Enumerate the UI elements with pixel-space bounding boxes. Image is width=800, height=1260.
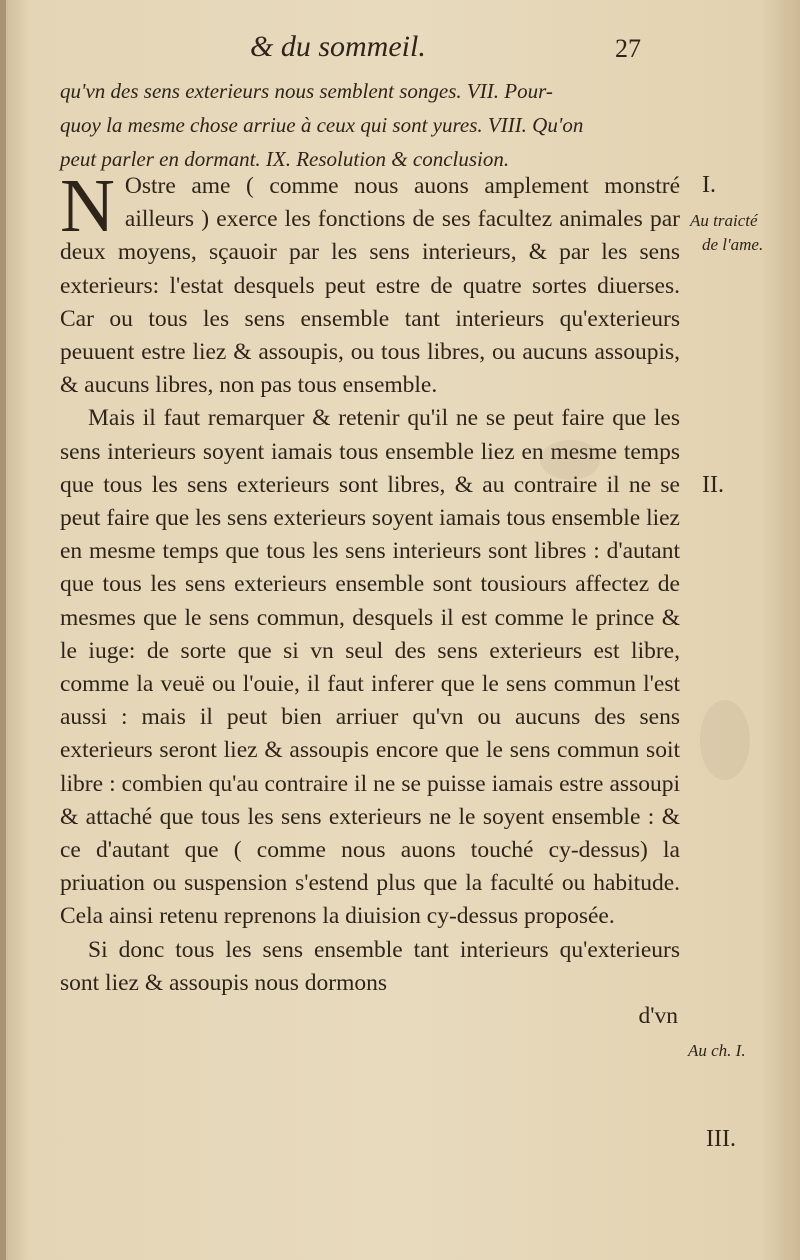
- catchword: d'vn: [638, 1003, 678, 1030]
- margin-note: Au ch. I.: [688, 1041, 746, 1060]
- catchword-line: [60, 1000, 680, 1033]
- summary-line: quoy la mesme chose arriue à ceux qui sont yures. VIII. Qu'on: [60, 113, 584, 137]
- paragraph-text: Ostre ame ( comme nous auons amplement monstré ailleurs ) exerce les fonctions de ses facultez animales par deux moyens, sçauoir par les sens interieurs, & par les sens exterieurs: l'estat desquels peut estre de quatre sortes diuerses. Car ou tous les sens ensemble tant interieurs qu'exterieurs peuuent estre liez & assoupis, ou tous libres, ou aucuns assoupis, & aucuns libres, non pas tous ensemble.: [60, 173, 680, 399]
- chapter-summary: [60, 74, 700, 176]
- paragraph-1: [60, 164, 680, 402]
- margin-note: Au traicté: [690, 211, 758, 230]
- margin-note: de l'ame.: [702, 235, 764, 254]
- running-title: & du sommeil.: [250, 30, 426, 63]
- margin-number: III.: [706, 1126, 736, 1152]
- page-number: 27: [615, 34, 641, 63]
- margin-number: I.: [702, 172, 716, 198]
- page-header: [250, 30, 670, 70]
- paragraph-text: Mais il faut remarquer & retenir qu'il ne se peut faire que les sens interieurs soyent iamais tous ensemble liez en mesme temps que tous les sens exterieurs sont libres, & au contraire il ne se peut faire que les sens exterieurs soyent iamais tous ensemble liez en mesme temps que tous les sens interieurs sont libres : d'autant que tous les sens exterieurs ensemble sont tousiours affectez de mesmes que le sens commun, desquels il est comme le prince & le iuge: de sorte que si vn seul des sens exterieurs est libre, comme la veuë ou l'ouie, il faut inferer que le sens commun l'est aussi : mais il peut bien arriuer qu'vn ou aucuns des sens exterieurs seront liez & assoupis encore que le sens commun soit libre : combien qu'au contraire il ne se puisse iamais estre assoupi & attaché que tous les sens exterieurs ne le soyent ensemble : & ce d'autant que ( comme nous auons touché cy-dessus) la priuation ou suspension s'estend plus que la faculté ou habitude. Cela ainsi retenu reprenons la diuision cy-dessus proposée.: [60, 405, 680, 930]
- summary-line: peut parler en dormant. IX. Resolution & conclusion.: [60, 147, 510, 171]
- paragraph-2: [60, 402, 680, 933]
- summary-line: qu'vn des sens exterieurs nous semblent songes. VII. Pour-: [60, 79, 553, 103]
- paragraph-text: Si donc tous les sens ensemble tant interieurs qu'exterieurs sont liez & assoupis nous dormons: [60, 936, 680, 996]
- paper-stain: [700, 700, 750, 780]
- margin-number: II.: [702, 472, 724, 498]
- drop-cap: N: [60, 164, 115, 248]
- paragraph-3: [60, 934, 680, 1000]
- body-text: [60, 164, 680, 1033]
